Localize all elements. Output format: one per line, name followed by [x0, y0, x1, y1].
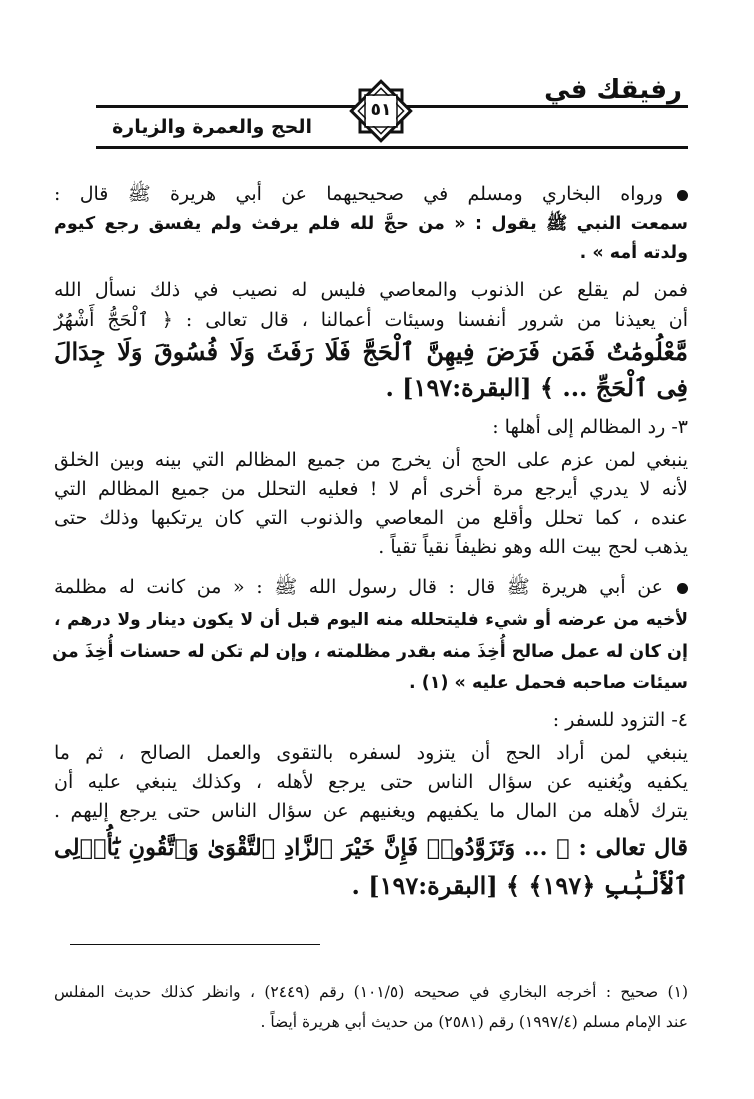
quran-verse-line: ٱلْأَلْبَٰبِ ﴿١٩٧﴾ ﴾ [البقرة:١٩٧] .: [351, 871, 688, 900]
text-line: عنده ، كما تحلل وأقلع من المعاصي والذنوب التي كان يرتكبها وذلك حتى: [54, 507, 688, 529]
page-number: ٥١: [370, 100, 392, 120]
text-line: أن يعيذنا من شرور أنفسنا وسيئات أعمالنا ، قال تعالى : ﴿ ٱلْحَجُّ أَشْهُرٌ: [54, 309, 688, 331]
text-line: لأنه لا يدري أيرجع مرة أخرى أم لا ! فعليه التحلل من جميع المظالم التي: [54, 478, 688, 500]
header-rule-bottom: [96, 146, 688, 149]
text-line: فمن لم يقلع عن الذنوب والمعاصي فليس له نصيب في ذلك نسأل الله: [54, 279, 688, 301]
footnote-line: عند الإمام مسلم (١٩٩٧/٤) رقم (٢٥٨١) من حديث أبي هريرة أيضاً .: [260, 1013, 688, 1031]
footnote-line: (١) صحيح : أخرجه البخاري في صحيحه (١٠١/٥) رقم (٢٤٤٩) ، وانظر كذلك حديث المفلس: [54, 983, 688, 1001]
quran-verse-line: مَّعْلُومَٰتٌ فَمَن فَرَضَ فِيهِنَّ ٱلْحَجَّ فَلَا رَفَثَ وَلَا فُسُوقَ وَلَا جِدَالَ: [54, 337, 688, 366]
quran-verse-line: قال تعالى : ﴿ ... وَتَزَوَّدُوا۟ فَإِنَّ خَيْرَ ٱلزَّادِ ٱلتَّقْوَىٰ وَٱتَّقُونِ يَٰٓأُو۟لِى: [54, 835, 688, 861]
book-title: رفيقك في: [544, 75, 682, 105]
footnote-rule: [70, 944, 320, 945]
section-heading: ٣- رد المظالم إلى أهلها :: [492, 416, 688, 438]
text-line: يترك لأهله من المال ما يكفيهم ويغنيهم عن سؤال الناس حتى يرجع إليهم .: [54, 800, 688, 822]
text-line: سمعت النبي ﷺ يقول : « من حجَّ لله فلم يرفث ولم يفسق رجع كيوم: [54, 214, 688, 234]
bullet-icon: [677, 190, 688, 201]
text-line: يكفيه ويُغنيه عن سؤال الناس حتى يرجع لأهله ، وكذلك ينبغي عليه أن: [54, 771, 688, 793]
text-line: عن أبي هريرة ﷺ قال : قال رسول الله ﷺ : « من كانت له مظلمة: [54, 573, 688, 601]
text-line: ينبغي لمن عزم على الحج أن يخرج من جميع المظالم التي بينه وبين الخلق: [54, 449, 688, 471]
text-line: يذهب لحج بيت الله وهو نظيفاً نقياً تقياً .: [378, 536, 688, 558]
section-heading: ٤- التزود للسفر :: [552, 709, 688, 731]
hadith-line: لأخيه من عرضه أو شيء فليتحلله منه اليوم قبل أن لا يكون دينار ولا درهم ،: [54, 610, 688, 630]
hadith-line: سيئات صاحبه فحمل عليه » (١) .: [409, 673, 688, 693]
book-subtitle: الحج والعمرة والزيارة: [112, 116, 312, 138]
bullet-icon: [677, 583, 688, 594]
hadith-line: إن كان له عمل صالح أُخِذَ منه بقدر مظلمته ، وإن لم تكن له حسنات أُخِذَ من: [52, 642, 688, 662]
text-line: ينبغي لمن أراد الحج أن يتزود لسفره بالتقوى والعمل الصالح ، ثم ما: [54, 742, 688, 764]
text-line: ولدته أمه » .: [579, 243, 688, 263]
text-line: ورواه البخاري ومسلم في صحيحيهما عن أبي هريرة ﷺ قال :: [54, 180, 688, 208]
quran-verse-line: فِى ٱلْحَجِّ ... ﴾ [البقرة:١٩٧] .: [385, 373, 688, 402]
